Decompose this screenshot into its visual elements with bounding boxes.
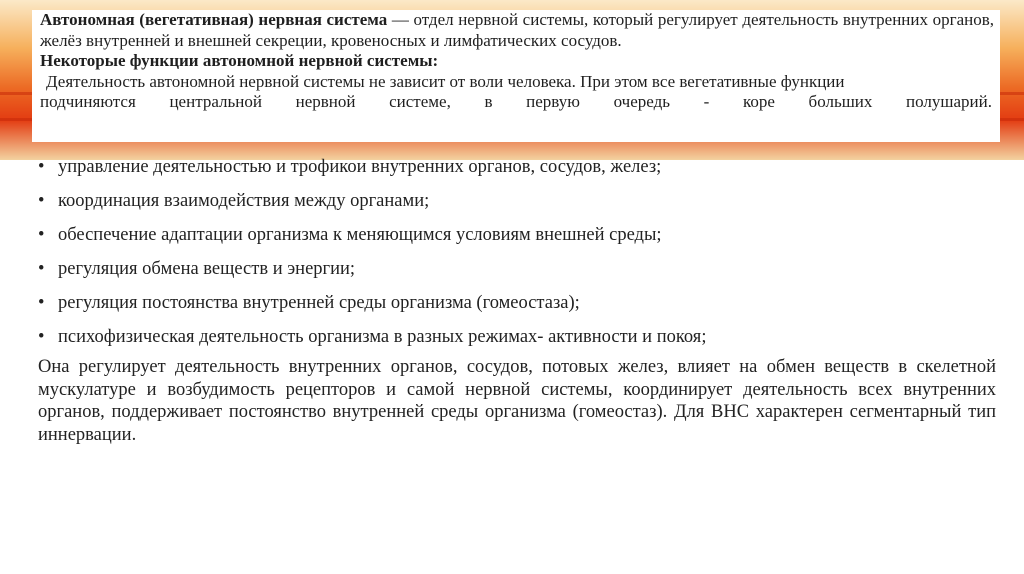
list-item (38, 320, 998, 354)
list-item (38, 286, 998, 320)
list-item (38, 150, 998, 184)
functions-subheading: Некоторые функции автономной нервной системы: (40, 51, 439, 70)
bullet-icon: • (38, 327, 45, 347)
intro-definition: — отдел нервной системы, который регулирует деятельность внутренних органов, желёз внутренней и внешней секреции, кровеносных и лимфатических сосудов. (40, 10, 994, 50)
list-item-text: психофизическая деятельность организма в разных режимах- активности и покоя; (58, 327, 707, 347)
list-item (38, 218, 998, 252)
autonomy-last-line: подчиняются центральной нервной системе, в первую очередь - коре больших полушарий. (40, 92, 992, 111)
bullet-icon: • (38, 157, 45, 177)
bullet-icon: • (38, 225, 45, 245)
list-item (38, 252, 998, 286)
list-item-text: регуляция постоянства внутренней среды организма (гомеостаза); (58, 293, 580, 313)
list-item-text: управление деятельностью и трофикои внутренних органов, сосудов, желез; (58, 157, 662, 177)
closing-paragraph: Она регулирует деятельность внутренних органов, сосудов, потовых желез, влияет на обмен веществ в скелетной мускулатуре и возбудимость рецепторов и самой нервной системы, координирует деятельность всех внутренних органов, поддерживает постоянство внутренней среды организма (гомеостаз). Для ВНС характерен сегментарный тип иннервации. (38, 357, 996, 445)
list-item (38, 184, 998, 218)
bullet-icon: • (38, 191, 45, 211)
functions-list (38, 150, 998, 354)
autonomy-text: Деятельность автономной нервной системы не зависит от воли человека. При этом все вегетативные функции (46, 71, 845, 91)
list-item-text: обеспечение адаптации организма к меняющимся условиям внешней среды; (58, 225, 662, 245)
bullet-icon: • (38, 259, 45, 279)
intro-text-box (32, 10, 1000, 142)
list-item-text: координация взаимодействия между органами; (58, 191, 430, 211)
list-item-text: регуляция обмена веществ и энергии; (58, 259, 356, 279)
intro-term: Автономная (вегетативная) нервная система (40, 10, 388, 29)
intro-paragraph (32, 10, 1000, 51)
bullet-icon: • (38, 293, 45, 313)
autonomy-paragraph (32, 72, 1000, 113)
